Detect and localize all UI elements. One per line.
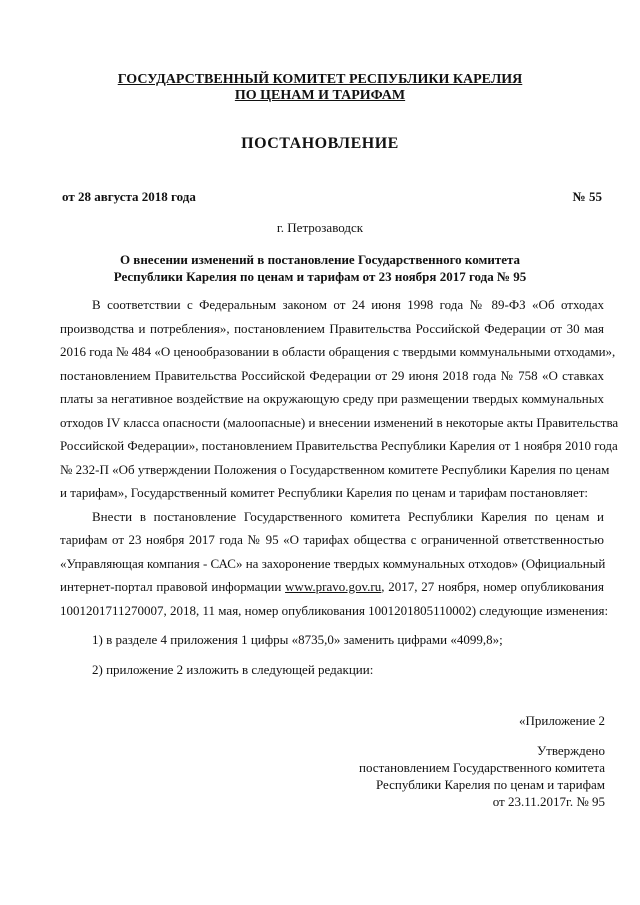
subject-line2: Республики Карелия по ценам и тарифам от 23 ноября 2017 года № 95: [113, 269, 527, 284]
approved-by-line1: постановлением Государственного комитета: [359, 760, 605, 775]
document-date: от 28 августа 2018 года: [62, 189, 196, 204]
paragraph2-line: «Управляющая компания - САС» на захоронение твердых коммунальных отходов» (Официальный: [60, 555, 606, 571]
paragraph1-line: производства и потребления», постановлением Правительства Российской Федерации от 30 мая: [60, 320, 604, 336]
paragraph1-line: 2016 года № 484 «О ценообразовании в области обращения с твердыми коммунальными отходами»,: [60, 344, 616, 359]
pravo-link[interactable]: www.pravo.gov.ru: [285, 579, 382, 594]
approved-label: Утверждено: [536, 743, 605, 758]
org-name-line1: ГОСУДАРСТВЕННЫЙ КОМИТЕТ РЕСПУБЛИКИ КАРЕЛИЯ: [117, 72, 523, 87]
list-item-1: 1) в разделе 4 приложения 1 цифры «8735,0» заменить цифрами «4099,8»;: [92, 632, 503, 647]
paragraph1-line: платы за негативное воздействие на окружающую среду при размещении твердых коммунальных: [60, 391, 604, 406]
paragraph1-line: и тарифам», Государственный комитет Республики Карелия по ценам и тарифам постановляет:: [60, 485, 589, 500]
appendix-label: «Приложение 2: [518, 713, 605, 728]
paragraph1-line: отходов IV класса опасности (малоопасные) и внесении изменений в некоторые акты Правительства: [60, 414, 619, 430]
organization-header: [0, 72, 640, 104]
paragraph1-line: Российской Федерации», постановлением Правительства Республики Карелия от 1 ноября 2010 года: [60, 438, 618, 453]
approved-by-line2: Республики Карелия по ценам и тарифам: [375, 777, 605, 792]
paragraph1-line: В соответствии с Федеральным законом от 24 июня 1998 года № 89-ФЗ «Об отходах: [92, 297, 604, 312]
approved-ref: от 23.11.2017г. № 95: [492, 794, 605, 809]
paragraph2-text: интернет-портал правовой информации: [60, 579, 286, 594]
document-city: г. Петрозаводск: [276, 220, 364, 235]
paragraph2-line-with-link: [60, 575, 604, 599]
paragraph2-line: Внести в постановление Государственного комитета Республики Карелия по ценам и: [92, 508, 604, 524]
subject-line1: О внесении изменений в постановление Государственного комитета: [119, 252, 521, 267]
paragraph2-text: , 2017, 27 ноября, номер опубликования: [381, 579, 604, 594]
paragraph1-line: № 232-П «Об утверждении Положения о Государственном комитете Республики Карелия по ценам: [60, 461, 610, 477]
paragraph2-line: тарифам от 23 ноября 2017 года № 95 «О тарифах общества с ограниченной ответственностью: [60, 532, 604, 547]
document-number: № 55: [572, 189, 602, 204]
document-subject: [0, 251, 640, 285]
paragraph2-line: 1001201711270007, 2018, 11 мая, номер опубликования 1001201805110002) следующие изменения:: [60, 602, 609, 618]
list-item-2: 2) приложение 2 изложить в следующей редакции:: [92, 661, 374, 677]
paragraph1-line: постановлением Правительства Российской Федерации от 29 июня 2018 года № 758 «О ставках: [60, 367, 604, 383]
document-type-title: ПОСТАНОВЛЕНИЕ: [241, 135, 399, 152]
org-name-line2: ПО ЦЕНАМ И ТАРИФАМ: [234, 88, 406, 103]
approval-block: [359, 742, 605, 810]
document-body: [60, 293, 619, 681]
